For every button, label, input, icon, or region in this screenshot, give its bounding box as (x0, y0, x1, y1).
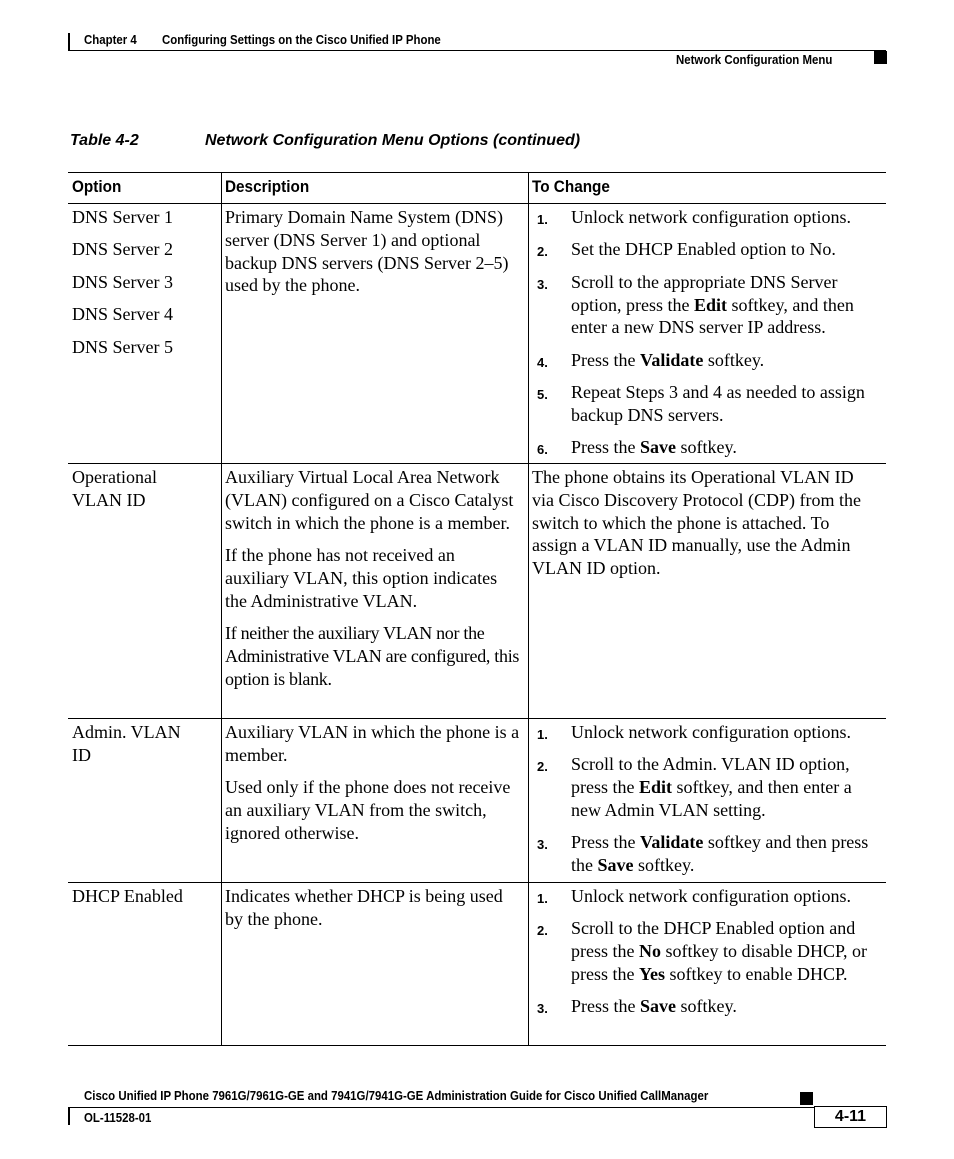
step-number: 1. (537, 891, 548, 906)
step-text: Press the Validate softkey and then press the Save softkey. (571, 832, 869, 876)
step-text: Set the DHCP Enabled option to No. (571, 239, 836, 260)
step-number: 5. (537, 387, 548, 403)
header-marker (874, 51, 887, 64)
footer-left-bar (68, 1107, 70, 1125)
step-number: 6. (537, 442, 548, 458)
footer-marker (800, 1092, 813, 1105)
step-number: 2. (537, 923, 548, 939)
row-dns-description (225, 206, 521, 297)
step-number: 3. (537, 1001, 548, 1017)
header-left-bar (68, 33, 70, 51)
row-divider-3 (68, 882, 886, 883)
row-dns-options (72, 206, 217, 368)
step-number: 3. (537, 276, 548, 292)
step-text: Scroll to the DHCP Enabled option and press the No softkey to disable DHCP, or press the Yes softkey to enable DHCP. (571, 918, 867, 984)
step-number: 2. (537, 759, 548, 775)
step-item (537, 917, 882, 985)
description-paragraph: Indicates whether DHCP is being used by the phone. (225, 886, 503, 929)
column-divider-2 (528, 172, 529, 1046)
row-operational-vlan-option (72, 466, 190, 512)
table-bottom-rule (68, 1045, 886, 1046)
step-text: Press the Save softkey. (571, 437, 737, 458)
step-number: 4. (537, 354, 548, 370)
step-item (537, 753, 882, 821)
option-dns-server-1: DNS Server 1 (72, 207, 173, 227)
row-dns-steps (537, 206, 882, 459)
option-operational-vlan-id: Operational VLAN ID (72, 467, 157, 510)
step-number: 2. (537, 244, 548, 260)
step-number: 1. (537, 727, 548, 742)
step-item (537, 995, 882, 1018)
step-number: 3. (537, 837, 548, 853)
table-title: Network Configuration Menu Options (continued) (205, 132, 581, 149)
description-paragraph: If neither the auxiliary VLAN nor the Administrative VLAN are configured, this option is blank. (225, 622, 520, 689)
column-header-to-change: To Change (532, 177, 610, 196)
step-text: Repeat Steps 3 and 4 as needed to assign backup DNS servers. (571, 382, 865, 425)
footer-rule (68, 1107, 814, 1108)
step-item (537, 885, 882, 908)
option-dns-server-3: DNS Server 3 (72, 271, 173, 292)
step-number: 1. (537, 212, 548, 227)
header-chapter: Chapter 4 (84, 32, 137, 47)
row-dhcp-option (72, 885, 217, 908)
option-admin-vlan-id: Admin. VLAN ID (72, 722, 181, 765)
header-section: Network Configuration Menu (676, 52, 833, 67)
page-number-box (814, 1106, 887, 1128)
step-item (537, 381, 882, 427)
page-number: 4-11 (834, 1108, 867, 1125)
change-text: The phone obtains its Operational VLAN ID via Cisco Discovery Protocol (CDP) from the switch to which the phone is attached. To assign a VLAN ID manually, use the Admin VLAN ID option. (532, 467, 861, 579)
column-divider-1 (221, 172, 222, 1046)
table-top-rule (68, 172, 886, 173)
description-paragraph: Primary Domain Name System (DNS) server (DNS Server 1) and optional backup DNS servers (DNS Server 2–5) used by the phone. (225, 207, 509, 296)
step-text: Press the Validate softkey. (571, 349, 765, 370)
description-paragraph: If the phone has not received an auxiliary VLAN, this option indicates the Administrative VLAN. (225, 544, 498, 611)
description-paragraph: Used only if the phone does not receive an auxiliary VLAN from the switch, ignored otherwise. (225, 777, 511, 843)
option-dhcp-enabled: DHCP Enabled (72, 886, 183, 906)
table-header-rule (68, 203, 886, 204)
step-item (537, 349, 882, 372)
header-chapter-title: Configuring Settings on the Cisco Unified IP Phone (162, 32, 441, 47)
option-dns-server-2: DNS Server 2 (72, 239, 173, 260)
row-operational-vlan-description (225, 466, 521, 690)
description-paragraph: Auxiliary Virtual Local Area Network (VLAN) configured on a Cisco Catalyst switch in which the phone is a member. (225, 467, 514, 533)
step-item (537, 206, 882, 229)
column-header-option: Option (72, 177, 122, 196)
step-text: Unlock network configuration options. (571, 886, 851, 906)
footer-doc-number: OL-11528-01 (84, 1110, 152, 1125)
row-admin-vlan-description (225, 721, 521, 845)
step-item (537, 238, 882, 261)
row-admin-vlan-steps (537, 721, 882, 877)
description-paragraph: Auxiliary VLAN in which the phone is a member. (225, 722, 520, 765)
option-dns-server-5: DNS Server 5 (72, 336, 173, 357)
header-rule (68, 50, 886, 51)
step-item (537, 436, 882, 459)
row-divider-1 (68, 463, 886, 464)
footer-guide-title: Cisco Unified IP Phone 7961G/7961G-GE and 7941G/7941G-GE Administration Guide for Cisco Unified CallManager (84, 1088, 709, 1103)
step-text: Unlock network configuration options. (571, 207, 851, 227)
step-text: Scroll to the Admin. VLAN ID option, press the Edit softkey, and then enter a new Admin VLAN setting. (571, 754, 852, 820)
table-label: Table 4-2 (70, 132, 139, 149)
row-dhcp-steps (537, 885, 882, 1018)
step-item (537, 831, 882, 877)
option-dns-server-4: DNS Server 4 (72, 304, 173, 325)
row-dhcp-description (225, 885, 521, 931)
row-operational-vlan-change (532, 466, 872, 580)
step-item (537, 271, 882, 339)
row-admin-vlan-option (72, 721, 202, 767)
row-divider-2 (68, 718, 886, 719)
step-item (537, 721, 882, 744)
step-text: Unlock network configuration options. (571, 722, 851, 742)
step-text: Press the Save softkey. (571, 996, 737, 1017)
column-header-description: Description (225, 177, 310, 196)
step-text: Scroll to the appropriate DNS Server option, press the Edit softkey, and then enter a new DNS server IP address. (571, 271, 854, 338)
